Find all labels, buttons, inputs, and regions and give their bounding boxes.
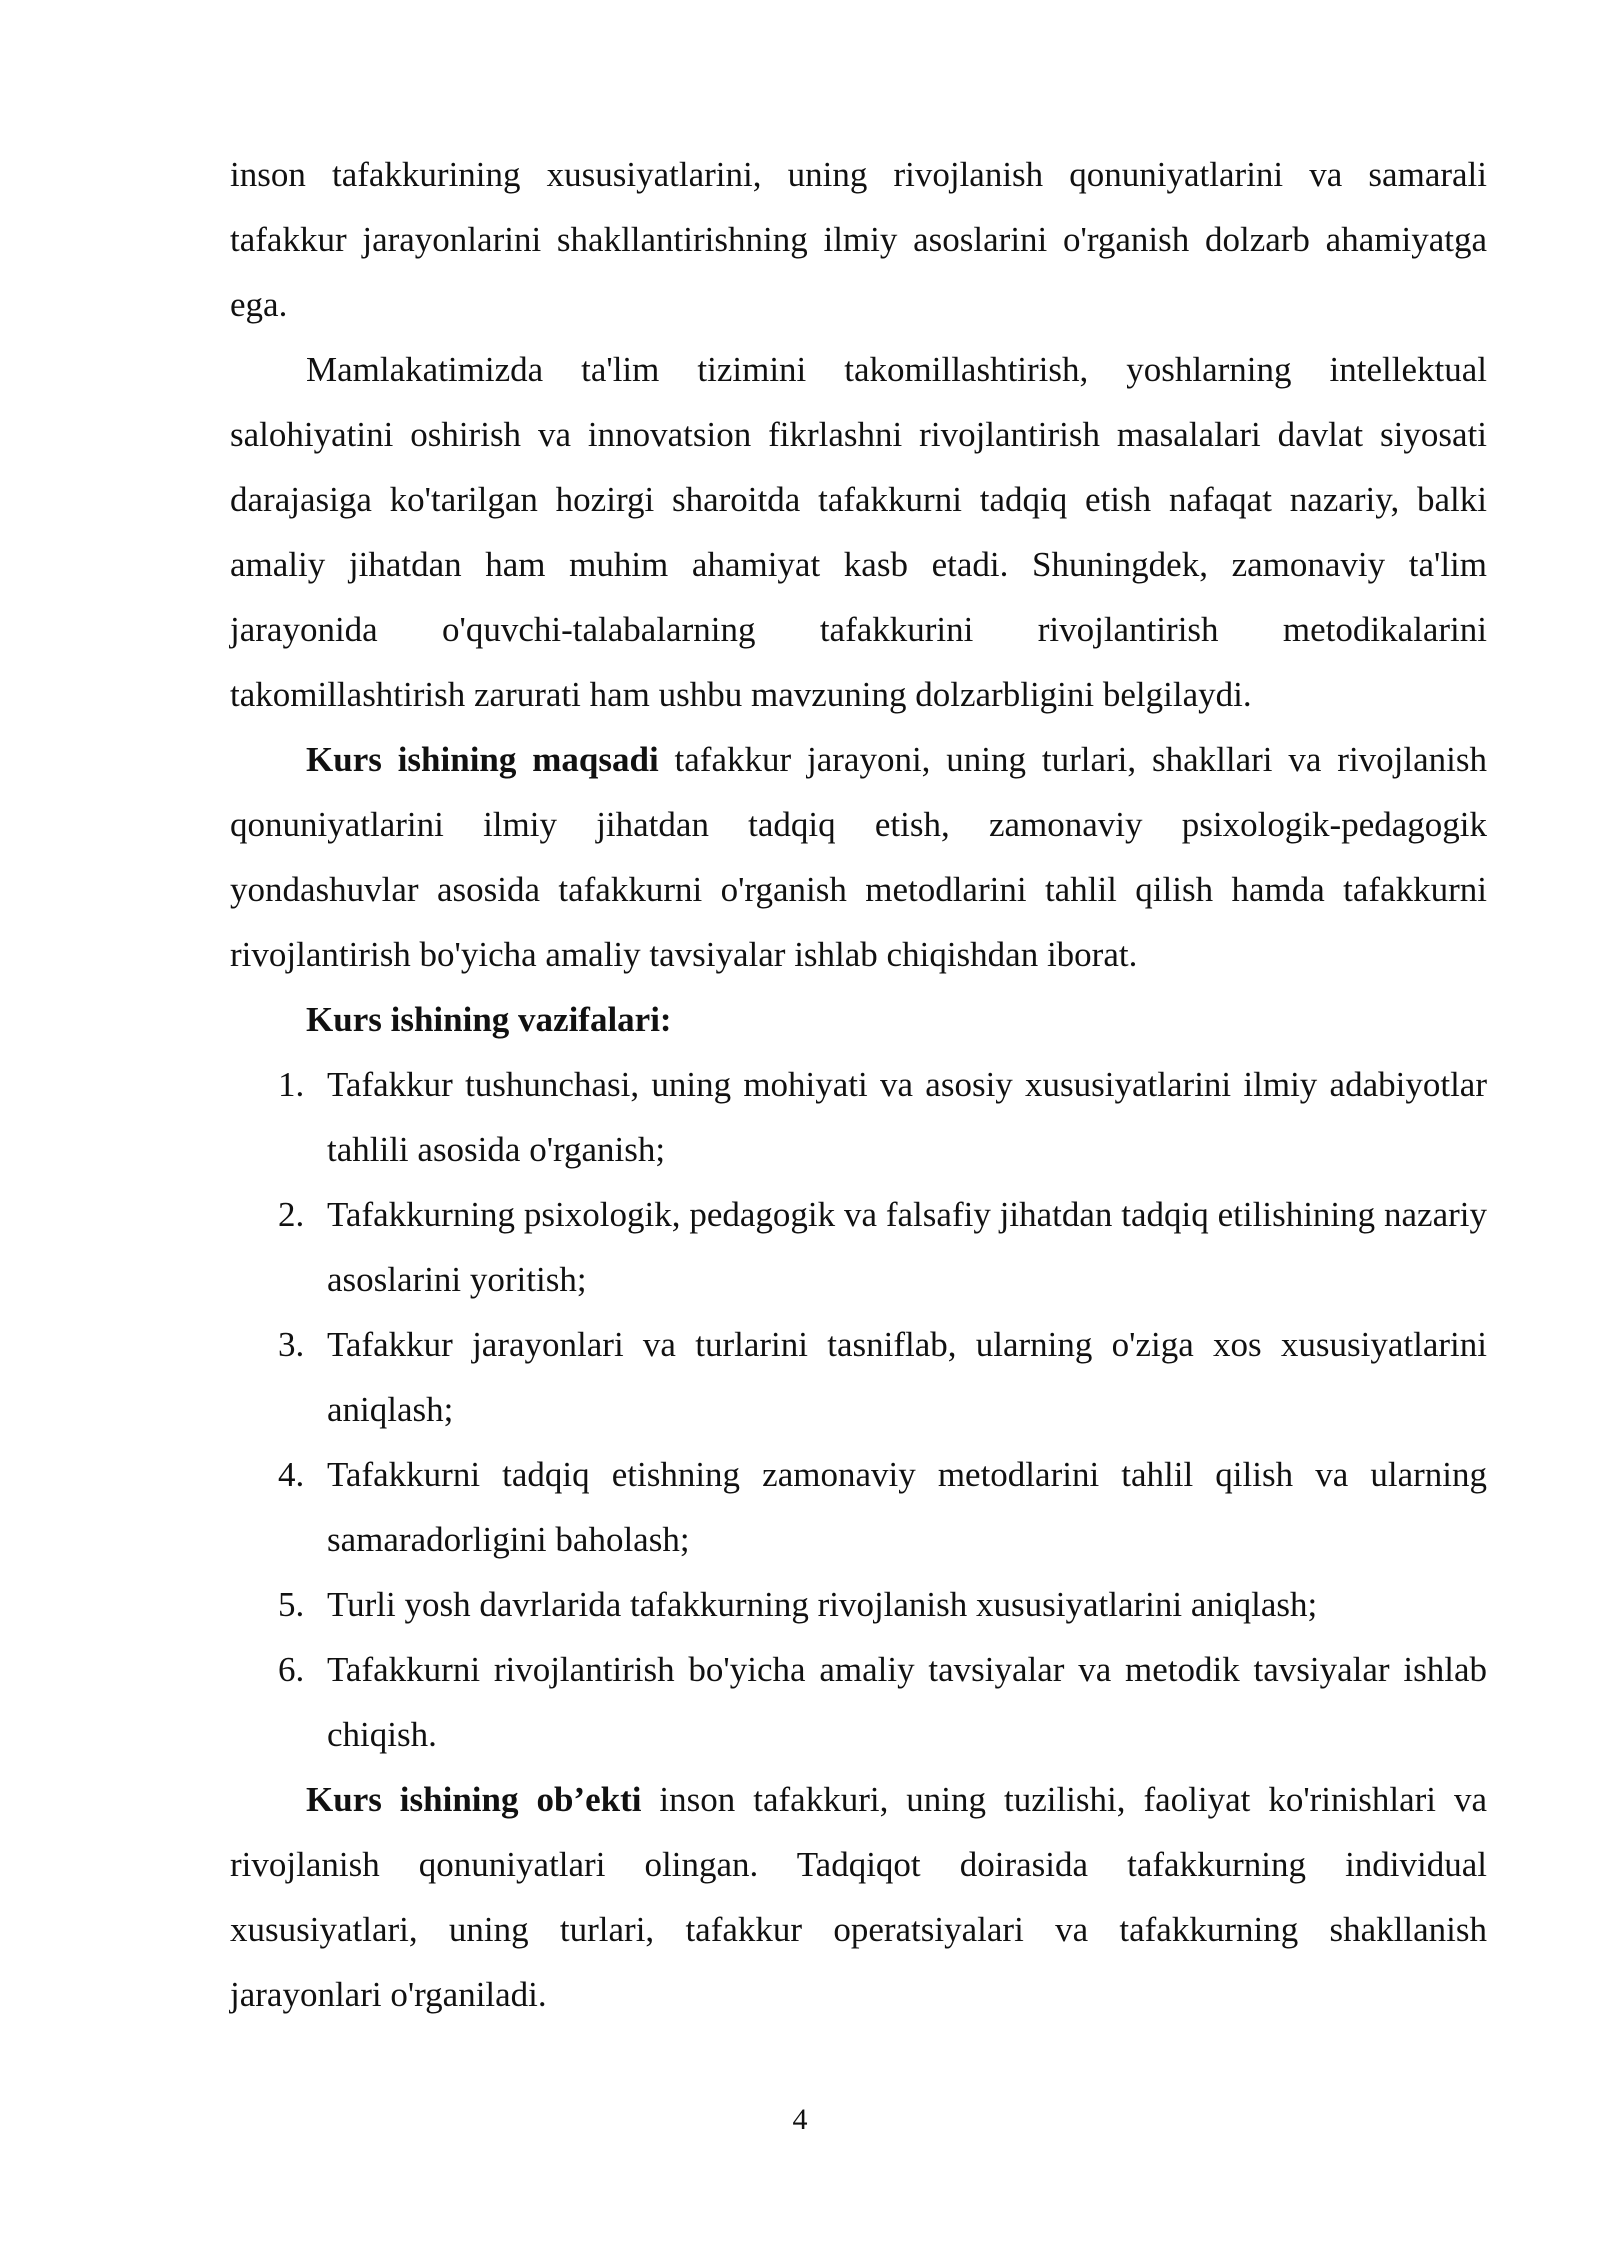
task-text: Tafakkurning psixologik, pedagogik va falsafiy jihatdan tadqiq etilishining nazariy asoslarini yoritish; [327,1195,1487,1299]
object-text: inson tafakkuri, uning tuzilishi, faoliyat ko'rinishlari va rivojlanish qonuniyatlari olingan. Tadqiqot doirasida tafakkurning individual xususiyatlari, uning turlari, tafakkur operatsiyalari va tafakkurning shakllanish jarayonlari o'rganiladi. [230,1780,1487,2014]
page-number: 4 [792,2103,808,2136]
task-text: Tafakkurni tadqiq etishning zamonaviy metodlarini tahlil qilish va ularning samaradorligini baholash; [327,1455,1487,1559]
tasks-list [230,1052,1487,1767]
task-item-6 [230,1637,1487,1767]
intro-paragraph-continuation: inson tafakkurining xususiyatlarini, uning rivojlanish qonuniyatlarini va samarali tafakkur jarayonlarini shakllantirishning ilmiy asoslarini o'rganish dolzarb ahamiyatga ega. [230,155,1487,324]
task-item-5 [230,1572,1487,1637]
task-number: 1. [278,1065,305,1104]
task-number: 5. [278,1585,305,1624]
object-label: Kurs ishining ob’ekti [306,1780,642,1819]
task-text: Tafakkurni rivojlantirish bo'yicha amaliy tavsiyalar va metodik tavsiyalar ishlab chiqish. [327,1650,1487,1754]
relevance-paragraph: Mamlakatimizda ta'lim tizimini takomillashtirish, yoshlarning intellektual salohiyatini oshirish va innovatsion fikrlashni rivojlantirish masalalari davlat siyosati darajasiga ko'tarilgan hozirgi sharoitda tafakkurni tadqiq etish nafaqat nazariy, balki amaliy jihatdan ham muhim ahamiyat kasb etadi. Shuningdek, zamonaviy ta'lim jarayonida o'quvchi-talabalarning tafakkurini rivojlantirish metodikalarini takomillashtirish zarurati ham ushbu mavzuning dolzarbligini belgilaydi. [230,350,1487,714]
task-item-1 [230,1052,1487,1182]
task-number: 3. [278,1325,305,1364]
task-text: Turli yosh davrlarida tafakkurning rivojlanish xususiyatlarini aniqlash; [327,1585,1318,1624]
task-item-2 [230,1182,1487,1312]
task-number: 2. [278,1195,305,1234]
goal-text: tafakkur jarayoni, uning turlari, shakllari va rivojlanish qonuniyatlarini ilmiy jihatdan tadqiq etish, zamonaviy psixologik-pedagogik yondashuvlar asosida tafakkurni o'rganish metodlarini tahlil qilish hamda tafakkurni rivojlantirish bo'yicha amaliy tavsiyalar ishlab chiqishdan iborat. [230,740,1487,974]
task-item-3 [230,1312,1487,1442]
goal-label: Kurs ishining maqsadi [306,740,659,779]
task-text: Tafakkur jarayonlari va turlarini tasniflab, ularning o'ziga xos xususiyatlarini aniqlash; [327,1325,1487,1429]
task-item-4 [230,1442,1487,1572]
object-paragraph [230,1767,1487,2027]
document-page [230,142,1487,2027]
task-number: 6. [278,1650,305,1689]
goal-paragraph [230,727,1487,987]
tasks-heading: Kurs ishining vazifalari: [306,1000,672,1039]
task-text: Tafakkur tushunchasi, uning mohiyati va asosiy xususiyatlarini ilmiy adabiyotlar tahlili asosida o'rganish; [327,1065,1487,1169]
task-number: 4. [278,1455,305,1494]
